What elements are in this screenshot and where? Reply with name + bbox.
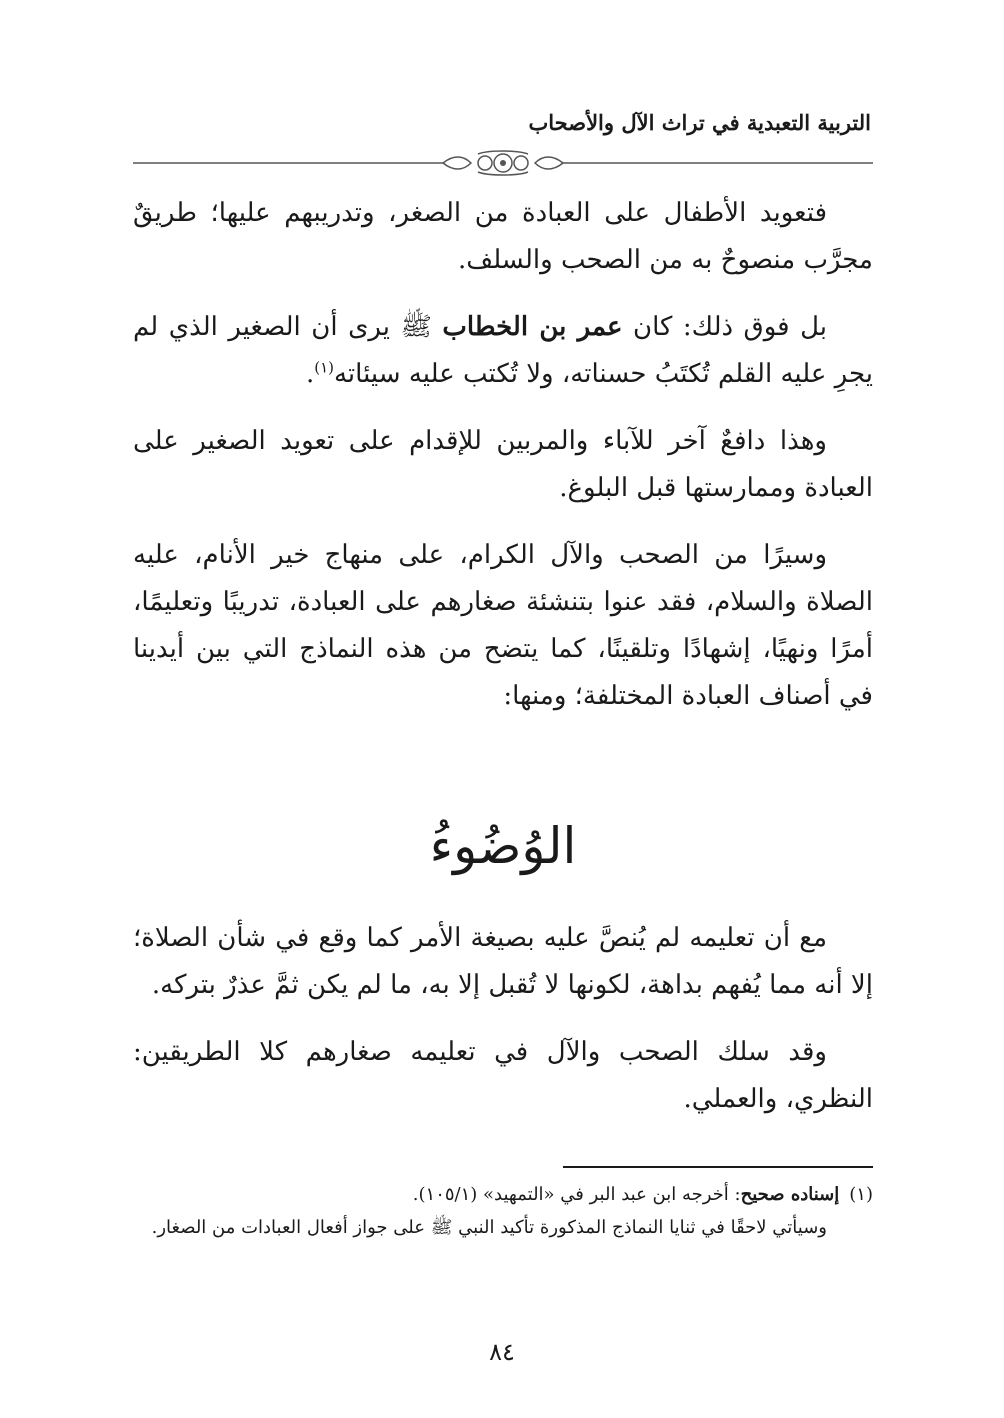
- footnote-lead: إسناده صحيح: [740, 1184, 840, 1205]
- paragraph-1: فتعويد الأطفال على العبادة من الصغر، وتدريبهم عليها؛ طريقٌ مجرَّب منصوحٌ به من الصحب والسلف.: [133, 198, 873, 275]
- footnote-number: (١): [849, 1184, 873, 1205]
- page-number: ٨٤: [489, 1338, 515, 1366]
- paragraph-2-end: .: [305, 359, 315, 389]
- footnote-1: [133, 1178, 873, 1211]
- footnote-reference[interactable]: (١): [314, 358, 334, 377]
- paragraph-3: وهذا دافعٌ آخر للآباء والمربين للإقدام على تعويد الصغير على العبادة وممارستها قبل البلوغ.: [133, 426, 873, 503]
- paragraph-2-start: بل فوق ذلك: كان: [633, 312, 828, 342]
- paragraph-2-body: ﷺ يرى أن الصغير الذي لم يجرِ عليه القلم تُكتَبُ حسناته، ولا تُكتب عليه سيئاته: [133, 312, 873, 389]
- footnote-line-2: وسيأتي لاحقًا في ثنايا النماذج المذكورة تأكيد النبي ﷺ على جواز أفعال العبادات من الصغار.: [151, 1217, 827, 1238]
- footnote-divider: [563, 1166, 873, 1168]
- footnotes: [133, 1178, 873, 1244]
- section-heading: الوُضُوءُ: [429, 817, 577, 875]
- paragraph-2: [133, 304, 873, 398]
- paragraph-5: مع أن تعليمه لم يُنصَّ عليه بصيغة الأمر كما وقع في شأن الصلاة؛ إلا أنه مما يُفهم بداهة، لكونها لا تُقبل إلا به، ما لم يكن ثمَّ عذرٌ بتركه.: [133, 923, 873, 1000]
- section-text: [133, 915, 873, 1143]
- paragraph-6: وقد سلك الصحب والآل في تعليمه صغارهم كلا الطريقين: النظري، والعملي.: [133, 1037, 873, 1114]
- person-name: عمر بن الخطاب: [442, 312, 623, 342]
- paragraph-4: وسيرًا من الصحب والآل الكرام، على منهاج خير الأنام، عليه الصلاة والسلام، فقد عنوا بتنشئة صغارهم على العبادة، تدريبًا وتعليمًا، أمرًا ونهيًا، إشهادًا وتلقينًا، كما يتضح من هذه النماذج التي بين أيدينا في أصناف العبادة المختلفة؛ ومنها:: [133, 540, 873, 711]
- floral-divider-icon: [133, 150, 873, 176]
- running-title: التربية التعبدية في تراث الآل والأصحاب: [528, 110, 871, 135]
- footnote-line-1: : أخرجه ابن عبد البر في «التمهيد» (١٠٥/١).: [412, 1184, 741, 1205]
- main-text: [133, 190, 873, 740]
